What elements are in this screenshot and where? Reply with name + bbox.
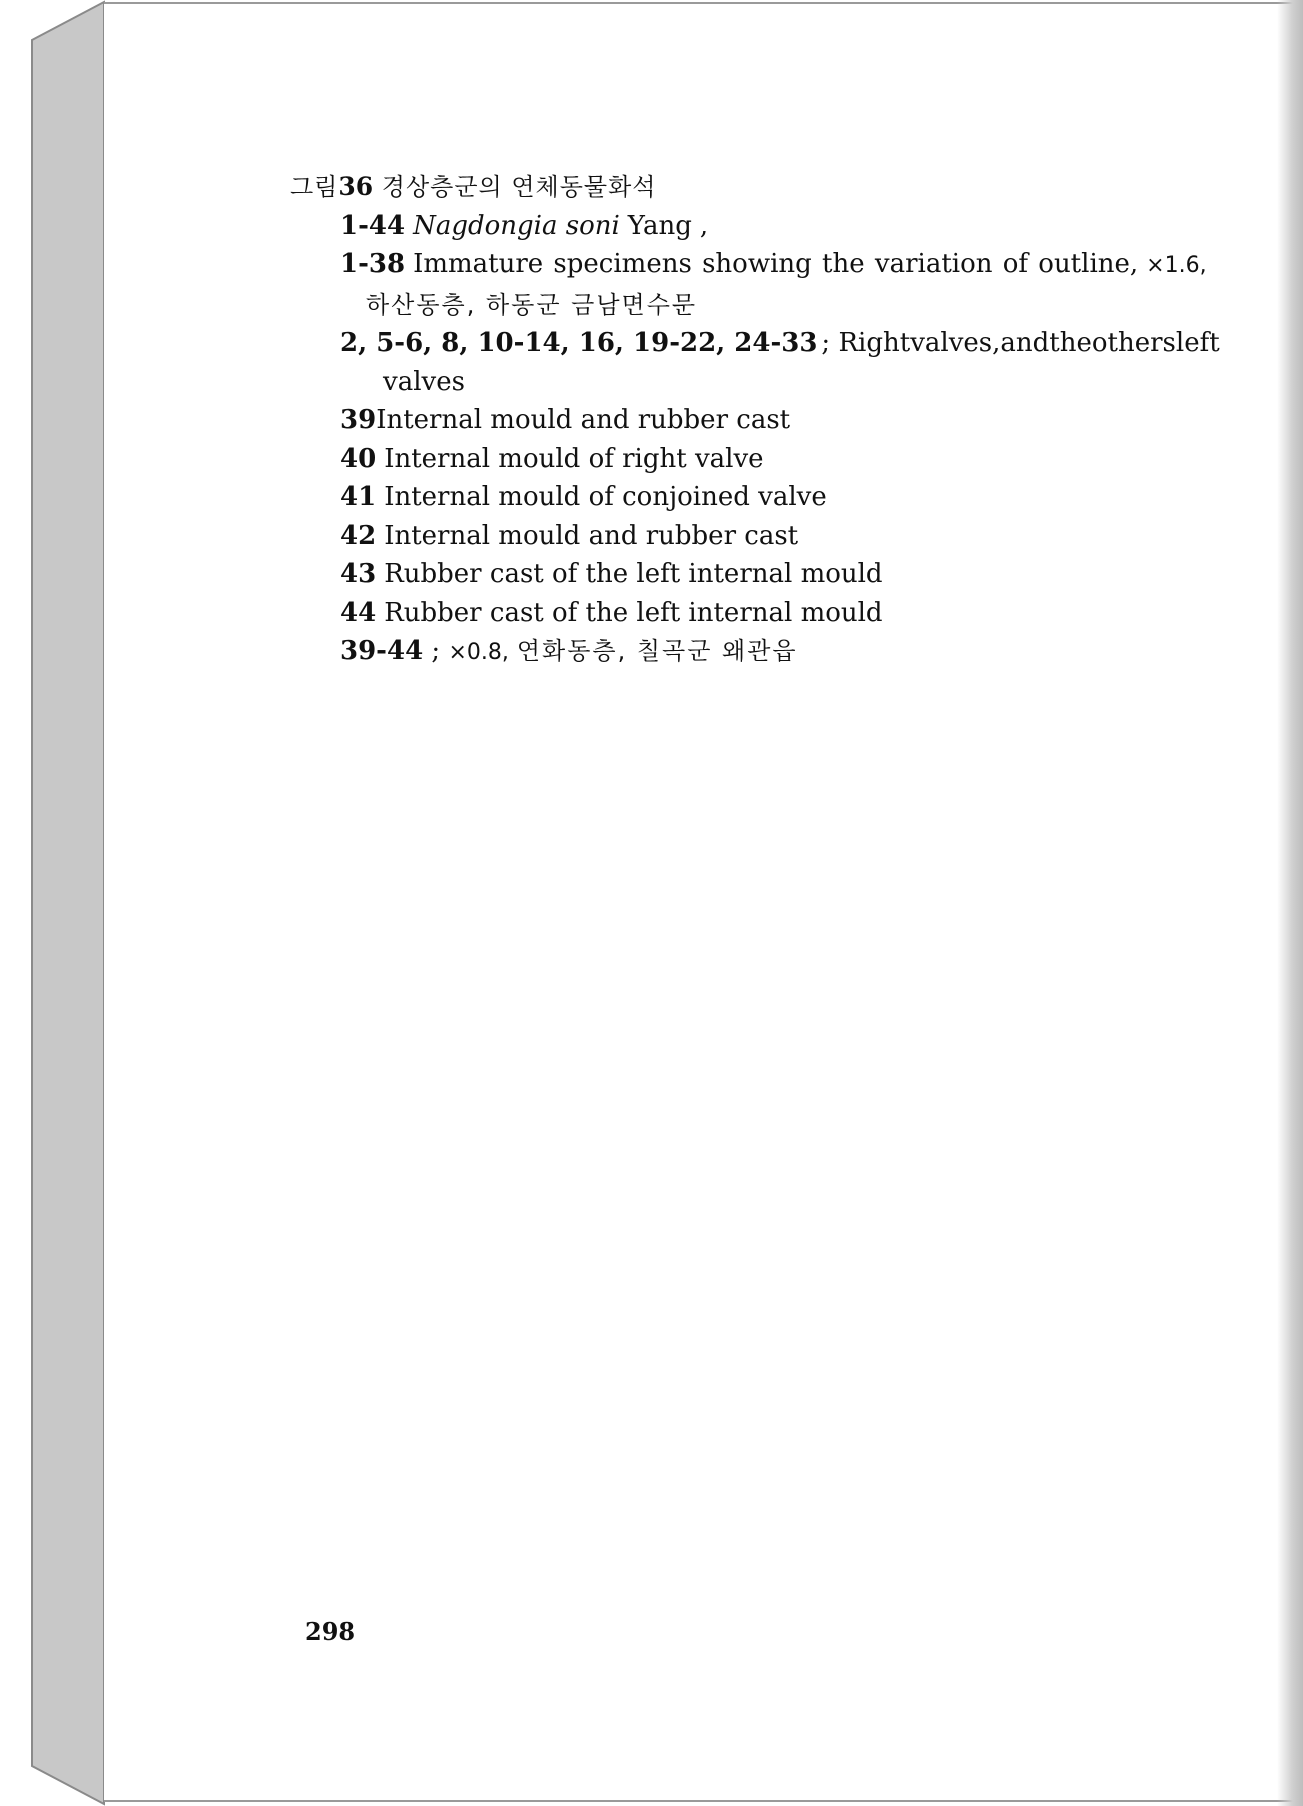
page-number: 298 xyxy=(305,1617,356,1646)
page-edge-shadow xyxy=(1277,0,1303,1806)
right-valves-entry xyxy=(340,324,1220,363)
figure-caption xyxy=(290,168,1220,673)
caption-entry-43 xyxy=(340,555,1140,594)
entry-text: Rubber cast of the left internal mould xyxy=(384,597,883,628)
entry-number: 39 xyxy=(340,405,377,435)
species-author: Yang xyxy=(627,210,692,241)
entry-text: Internal mould of right valve xyxy=(384,443,764,474)
entry-number: 44 xyxy=(340,597,377,628)
caption-entry-40 xyxy=(340,440,1140,479)
species-entry xyxy=(340,207,1140,246)
caption-entry-41 xyxy=(340,478,1140,517)
caption-entry-42 xyxy=(340,517,1140,556)
right-valves-word: valves, xyxy=(910,328,1001,358)
species-trailing-mark: , xyxy=(699,210,709,241)
entry-number: 43 xyxy=(340,559,377,589)
right-valves-range: 2, 5-6, 8, 10-14, 16, 19-22, 24-33 xyxy=(340,328,818,358)
immature-range: 1-38 xyxy=(340,249,406,279)
entry-text: Internal mould and rubber cast xyxy=(384,520,799,551)
species-name: Nagdongia soni xyxy=(413,210,620,241)
summary-locality: 연화동층, 칠곡군 왜관읍 xyxy=(516,637,798,665)
entry-text: Internal mould and rubber cast xyxy=(376,405,791,435)
summary-range: 39-44 xyxy=(340,636,424,666)
immature-scale: ×1.6, xyxy=(1146,253,1207,278)
right-valves-word: and xyxy=(1000,328,1050,358)
figure-number: 36 xyxy=(338,172,374,201)
species-range: 1-44 xyxy=(340,210,406,241)
right-valves-word: ; Right xyxy=(821,328,911,358)
entry-number: 42 xyxy=(340,520,377,551)
summary-separator: ; xyxy=(423,636,449,666)
caption-entry-44 xyxy=(340,594,1140,633)
right-valves-word: left xyxy=(1175,328,1220,358)
entry-text: Internal mould of conjoined valve xyxy=(384,482,827,512)
right-valves-continuation: valves xyxy=(383,366,465,397)
figure-title-prefix: 그림 xyxy=(290,173,339,201)
entry-text: Rubber cast of the left internal mould xyxy=(384,559,883,589)
summary-entry xyxy=(340,632,1140,673)
entry-number: 40 xyxy=(340,443,377,474)
right-valves-word: the xyxy=(1049,328,1092,358)
book-spine xyxy=(0,0,106,1806)
right-valves-words xyxy=(821,324,1219,363)
summary-scale: ×0.8, xyxy=(448,640,509,665)
figure-title-text: 경상층군의 연체동물화석 xyxy=(373,173,657,201)
immature-locality: 하산동층, 하동군 금남면수문 xyxy=(366,290,698,319)
entry-number: 41 xyxy=(340,482,377,512)
immature-text: Immature specimens showing the variation of outline, xyxy=(413,249,1139,279)
figure-title xyxy=(290,168,1140,207)
right-valves-word: others xyxy=(1091,328,1176,358)
caption-entry-39 xyxy=(340,401,1140,440)
immature-entry xyxy=(340,245,1207,286)
